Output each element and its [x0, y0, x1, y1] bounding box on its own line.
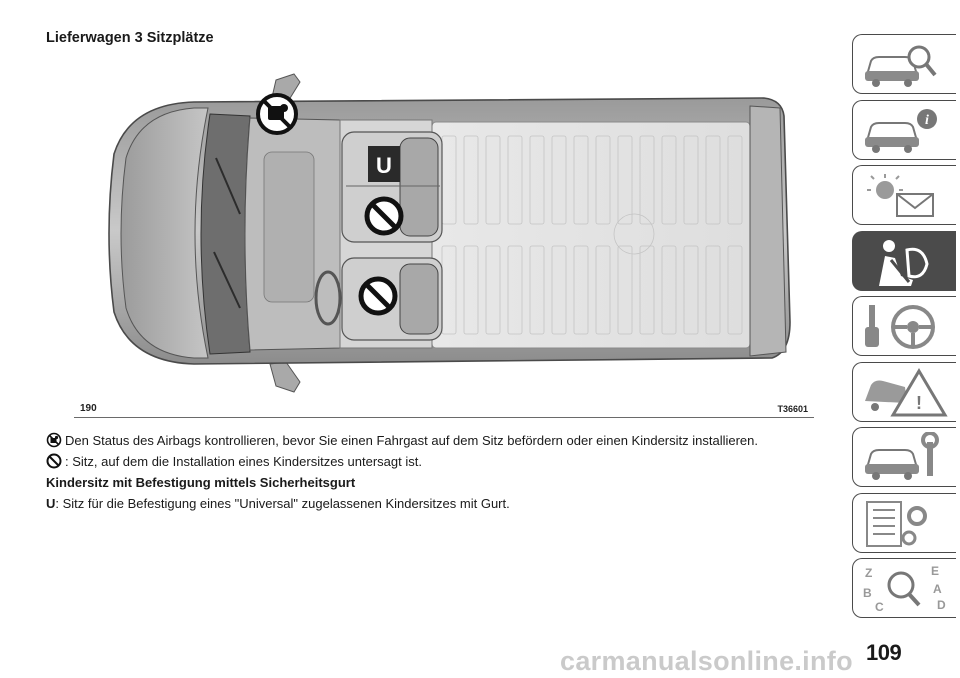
universal-seat-key: U [46, 496, 56, 511]
forbidden-seat-note-text: : Sitz, auf dem die Installation eines Kindersitzes untersagt ist. [65, 454, 422, 469]
seat-airbag-icon [861, 236, 951, 288]
figure-number: 190 [80, 403, 97, 414]
svg-text:A: A [933, 582, 942, 596]
van-top-view-illustration [44, 62, 814, 418]
airbag-warning-icon [46, 432, 62, 448]
airbag-note [46, 430, 816, 451]
van-seat-diagram [44, 62, 814, 418]
windshield [201, 114, 250, 354]
svg-text:B: B [863, 586, 872, 600]
prohibition-sign-passenger-middle [367, 199, 401, 233]
tab-safety[interactable] [852, 231, 956, 291]
right-mirror [270, 362, 300, 392]
tab-car-search[interactable] [852, 34, 956, 94]
car-breakdown-warning-icon [861, 367, 951, 419]
svg-text:C: C [875, 600, 884, 614]
universal-seat-note-text: : Sitz für die Befestigung eines "Universal" zugelassenen Kindersitzes mit Gurt. [55, 496, 510, 511]
airbag-note-text: Den Status des Airbags kontrollieren, bevor Sie einen Fahrgast auf dem Sitz befördern oder einen Kindersitz installieren. [65, 433, 758, 448]
specs-gear-icon [861, 498, 951, 550]
universal-seat-note [46, 493, 816, 514]
section-heading: Lieferwagen 3 Sitzplätze [46, 30, 214, 46]
steering-key-icon [861, 301, 951, 353]
tab-warning-lights[interactable] [852, 165, 956, 225]
rear-doors [750, 106, 786, 356]
svg-text:Z: Z [865, 566, 873, 580]
index-search-icon [861, 563, 951, 615]
forbidden-seat-note [46, 451, 816, 472]
tab-emergency[interactable] [852, 362, 956, 422]
car-info-icon [861, 105, 951, 157]
universal-seat-letter: U [376, 153, 392, 178]
svg-text:E: E [931, 564, 940, 578]
van-hood [121, 108, 208, 358]
tab-maintenance[interactable] [852, 427, 956, 487]
prohibition-icon [46, 453, 62, 469]
prohibition-sign-driver [361, 279, 395, 313]
figure-caption-rule [74, 417, 814, 418]
car-search-icon [861, 39, 951, 91]
chapter-tabs [852, 34, 960, 624]
watermark: carmanualsonline.info [560, 646, 853, 676]
page-number: 109 [866, 640, 902, 665]
tab-starting-driving[interactable] [852, 296, 956, 356]
tab-technical-data[interactable] [852, 493, 956, 553]
tab-index[interactable] [852, 558, 956, 618]
belt-seat-subheading: Kindersitz mit Befestigung mittels Sicherheitsgurt [46, 475, 356, 490]
svg-text:D: D [937, 598, 946, 612]
cargo-floor [432, 122, 750, 348]
figure-code: T36601 [777, 404, 808, 414]
car-wrench-icon [861, 432, 951, 484]
svg-text:!: ! [916, 392, 922, 413]
body-text [46, 430, 816, 514]
tab-car-info[interactable] [852, 100, 956, 160]
warning-light-message-icon [861, 170, 951, 222]
airbag-warning-sign [258, 95, 296, 133]
svg-text:i: i [925, 112, 929, 128]
